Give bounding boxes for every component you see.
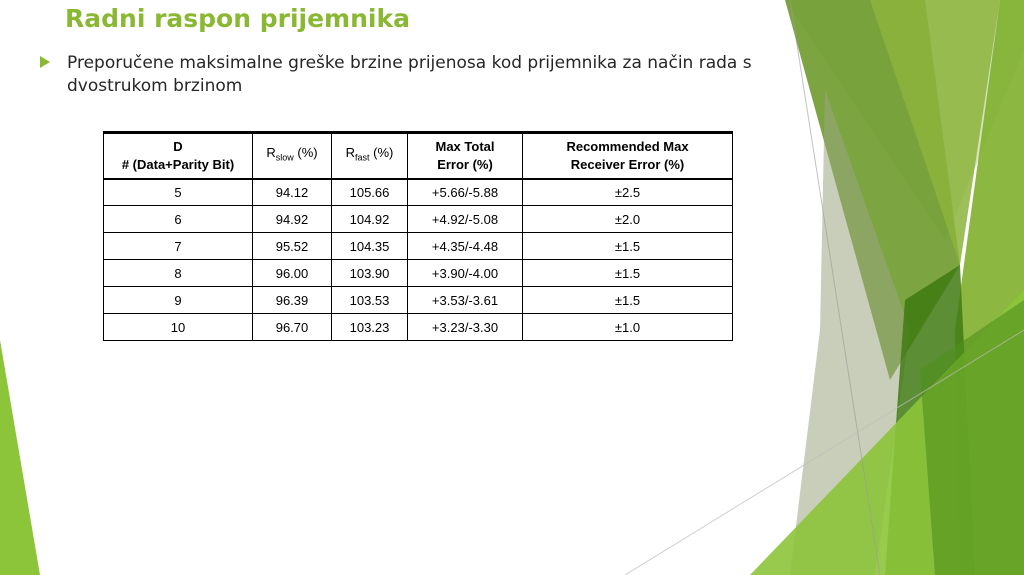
table-row bbox=[104, 287, 733, 314]
cell-recommended: ±1.5 bbox=[523, 287, 733, 314]
table-row bbox=[104, 314, 733, 341]
cell-rfast: 105.66 bbox=[332, 179, 408, 206]
cell-rslow: 96.39 bbox=[253, 287, 332, 314]
slide-title: Radni raspon prijemnika bbox=[65, 4, 410, 33]
header-d-line1: D bbox=[173, 138, 183, 154]
bullet-text: Preporučene maksimalne greške brzine prijenosa kod prijemnika za način rada s dvostrukom brzinom bbox=[67, 53, 752, 96]
cell-recommended: ±2.5 bbox=[523, 179, 733, 206]
cell-recommended: ±1.5 bbox=[523, 233, 733, 260]
header-d-line2: # (Data+Parity Bit) bbox=[121, 156, 235, 172]
cell-recommended: ±1.0 bbox=[523, 314, 733, 341]
receiver-error-table bbox=[103, 131, 733, 341]
cell-d: 8 bbox=[104, 260, 253, 287]
cell-d: 7 bbox=[104, 233, 253, 260]
table-row bbox=[104, 233, 733, 260]
header-max-total-line1: Max Total bbox=[435, 138, 495, 154]
table-header-row bbox=[104, 133, 733, 179]
cell-rfast: 104.92 bbox=[332, 206, 408, 233]
cell-rfast: 103.53 bbox=[332, 287, 408, 314]
cell-d: 9 bbox=[104, 287, 253, 314]
header-max-total-line2: Error (%) bbox=[437, 156, 493, 172]
table-row bbox=[104, 260, 733, 287]
cell-rslow: 94.12 bbox=[253, 179, 332, 206]
cell-rslow: 95.52 bbox=[253, 233, 332, 260]
facet-left-corner bbox=[0, 340, 40, 575]
cell-max-total: +4.35/-4.48 bbox=[408, 233, 523, 260]
cell-d: 5 bbox=[104, 179, 253, 206]
cell-rslow: 96.70 bbox=[253, 314, 332, 341]
header-rec-line2: Receiver Error (%) bbox=[570, 156, 685, 172]
header-rslow-sub: slow bbox=[275, 153, 294, 164]
cell-recommended: ±1.5 bbox=[523, 260, 733, 287]
cell-rslow: 94.92 bbox=[253, 206, 332, 233]
cell-d: 10 bbox=[104, 314, 253, 341]
header-rslow bbox=[253, 133, 332, 179]
header-rfast-sub: fast bbox=[355, 153, 370, 164]
cell-max-total: +3.53/-3.61 bbox=[408, 287, 523, 314]
header-max-total-error bbox=[408, 133, 523, 179]
header-recommended-max-error bbox=[523, 133, 733, 179]
header-rfast bbox=[332, 133, 408, 179]
cell-rfast: 103.23 bbox=[332, 314, 408, 341]
cell-max-total: +3.90/-4.00 bbox=[408, 260, 523, 287]
table-row bbox=[104, 206, 733, 233]
cell-rslow: 96.00 bbox=[253, 260, 332, 287]
header-rfast-main: R bbox=[345, 145, 356, 161]
table-row bbox=[104, 179, 733, 206]
cell-recommended: ±2.0 bbox=[523, 206, 733, 233]
cell-rfast: 103.90 bbox=[332, 260, 408, 287]
header-rslow-unit: (%) bbox=[293, 145, 318, 161]
bullet-arrow-icon bbox=[40, 56, 50, 68]
header-rfast-unit: (%) bbox=[369, 145, 394, 161]
bullet-item bbox=[40, 52, 780, 98]
cell-max-total: +5.66/-5.88 bbox=[408, 179, 523, 206]
cell-max-total: +4.92/-5.08 bbox=[408, 206, 523, 233]
receiver-error-table-container bbox=[103, 131, 733, 341]
cell-max-total: +3.23/-3.30 bbox=[408, 314, 523, 341]
header-rslow-main: R bbox=[266, 145, 276, 161]
cell-rfast: 104.35 bbox=[332, 233, 408, 260]
cell-d: 6 bbox=[104, 206, 253, 233]
header-rec-line1: Recommended Max bbox=[566, 138, 689, 154]
header-d bbox=[104, 133, 253, 179]
